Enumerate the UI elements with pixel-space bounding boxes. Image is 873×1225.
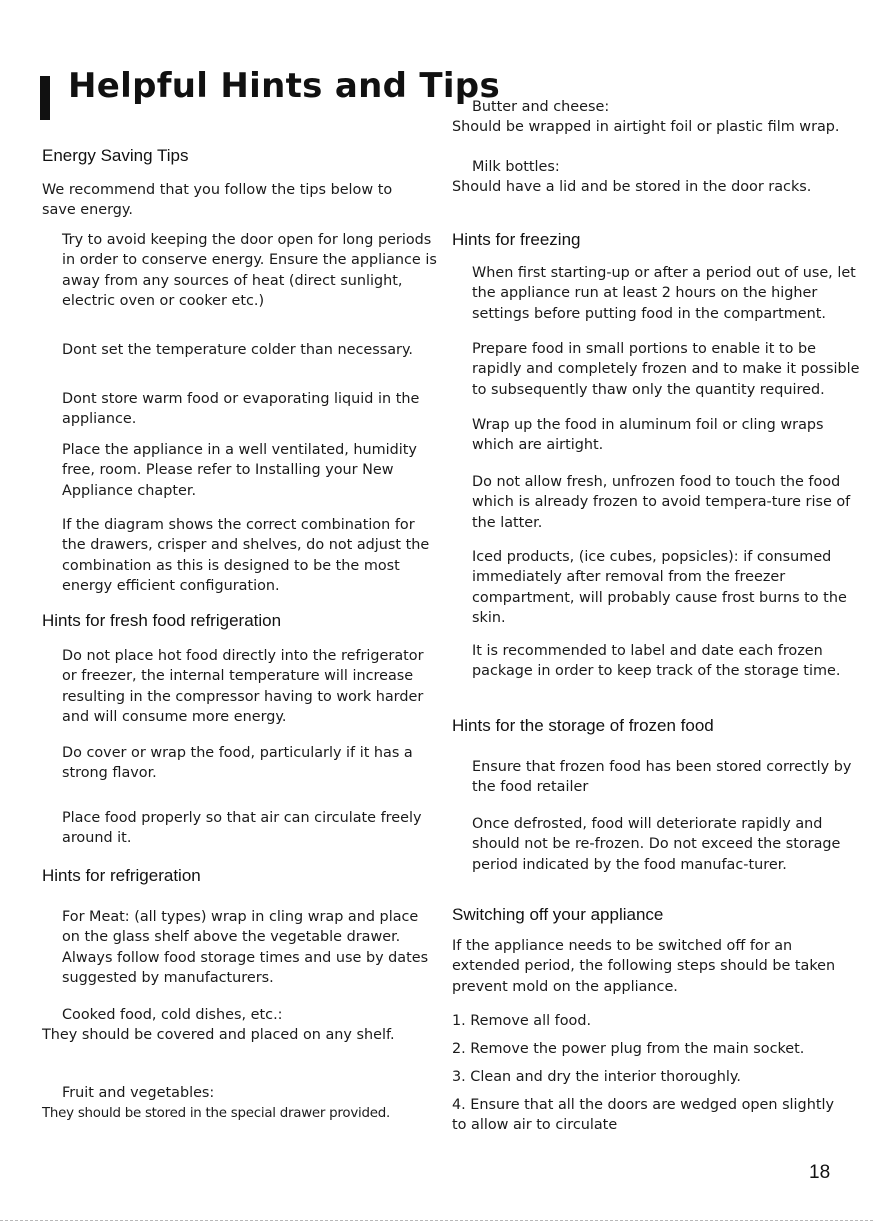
section-heading-switching-off: Switching off your appliance: [452, 905, 664, 924]
energy-tip-temperature: Dont set the temperature colder than necessary.: [62, 342, 413, 358]
section-heading-energy-saving: Energy Saving Tips: [42, 146, 189, 165]
section-heading-refrigeration: Hints for refrigeration: [42, 866, 201, 885]
fruit-vegetables-text: They should be stored in the special drawer provided.: [42, 1106, 390, 1121]
frozen-storage-tip-retailer: Ensure that frozen food has been stored correctly by the food retailer: [472, 759, 852, 796]
bottom-divider: [0, 1220, 873, 1221]
page-number: 18: [809, 1162, 831, 1183]
switching-off-step-3: 3. Clean and dry the interior thoroughly.: [452, 1069, 741, 1085]
freezing-tip-unfrozen: Do not allow fresh, unfrozen food to touch the food which is already frozen to avoid tempera-ture rise of the latter.: [472, 474, 851, 531]
freezing-tip-wrap: Wrap up the food in aluminum foil or cling wraps which are airtight.: [472, 417, 824, 454]
energy-tip-door: Try to avoid keeping the door open for long periods in order to conserve energy. Ensure the appliance is away from any sources of heat (direct sunlight, electric oven or cooker etc.): [62, 232, 437, 309]
fresh-tip-cover: Do cover or wrap the food, particularly if it has a strong flavor.: [62, 745, 413, 782]
section-heading-freezing: Hints for freezing: [452, 230, 581, 249]
refrigeration-tip-meat: For Meat: (all types) wrap in cling wrap and place on the glass shelf above the vegetable drawer. Always follow food storage times and use by dates suggested by manufacturers.: [62, 909, 429, 986]
switching-off-step-4: 4. Ensure that all the doors are wedged open slightly to allow air to circulate: [452, 1097, 834, 1134]
energy-tip-ventilation: Place the appliance in a well ventilated, humidity free, room. Please refer to Installing your New Appliance chapter.: [62, 442, 417, 499]
fresh-tip-hot-food: Do not place hot food directly into the refrigerator or freezer, the internal temperature will increase resulting in the compressor having to work harder and will consume more energy.: [62, 648, 424, 725]
freezing-tip-label: It is recommended to label and date each frozen package in order to keep track of the storage time.: [472, 643, 841, 680]
milk-bottles-title: Milk bottles:: [472, 159, 560, 175]
switching-off-intro: If the appliance needs to be switched off for an extended period, the following steps should be taken prevent mold on the appliance.: [452, 938, 836, 995]
switching-off-step-2: 2. Remove the power plug from the main socket.: [452, 1041, 805, 1057]
fresh-tip-circulate: Place food properly so that air can circulate freely around it.: [62, 810, 422, 847]
milk-bottles-text: Should have a lid and be stored in the door racks.: [452, 179, 812, 195]
section-heading-fresh-food: Hints for fresh food refrigeration: [42, 611, 282, 630]
butter-cheese-text: Should be wrapped in airtight foil or plastic film wrap.: [452, 119, 840, 135]
energy-intro: We recommend that you follow the tips below to save energy.: [42, 182, 393, 219]
cooked-food-title: Cooked food, cold dishes, etc.:: [62, 1007, 283, 1023]
freezing-tip-startup: When first starting-up or after a period out of use, let the appliance run at least 2 hours on the higher settings before putting food in the compartment.: [472, 265, 856, 322]
frozen-storage-tip-defrosted: Once defrosted, food will deteriorate rapidly and should not be re-frozen. Do not exceed the storage period indicated by the food manufac-turer.: [472, 816, 841, 873]
cooked-food-text: They should be covered and placed on any shelf.: [42, 1027, 395, 1043]
freezing-tip-portions: Prepare food in small portions to enable it to be rapidly and completely frozen and to make it possible to subsequently thaw only the quantity required.: [472, 341, 860, 398]
fruit-vegetables-title: Fruit and vegetables:: [62, 1085, 215, 1101]
energy-tip-warm-food: Dont store warm food or evaporating liquid in the appliance.: [62, 391, 420, 428]
page-title: Helpful Hints and Tips: [68, 66, 500, 106]
title-accent-bar: [40, 76, 50, 120]
energy-tip-drawers: If the diagram shows the correct combination for the drawers, crisper and shelves, do not adjust the combination as this is designed to be the most energy efficient configuration.: [62, 517, 430, 594]
switching-off-step-1: 1. Remove all food.: [452, 1013, 592, 1029]
freezing-tip-iced-products: Iced products, (ice cubes, popsicles): if consumed immediately after removal from the freezer compartment, will probably cause frost burns to the skin.: [472, 549, 847, 626]
section-heading-frozen-storage: Hints for the storage of frozen food: [452, 716, 714, 735]
butter-cheese-title: Butter and cheese:: [472, 99, 610, 115]
